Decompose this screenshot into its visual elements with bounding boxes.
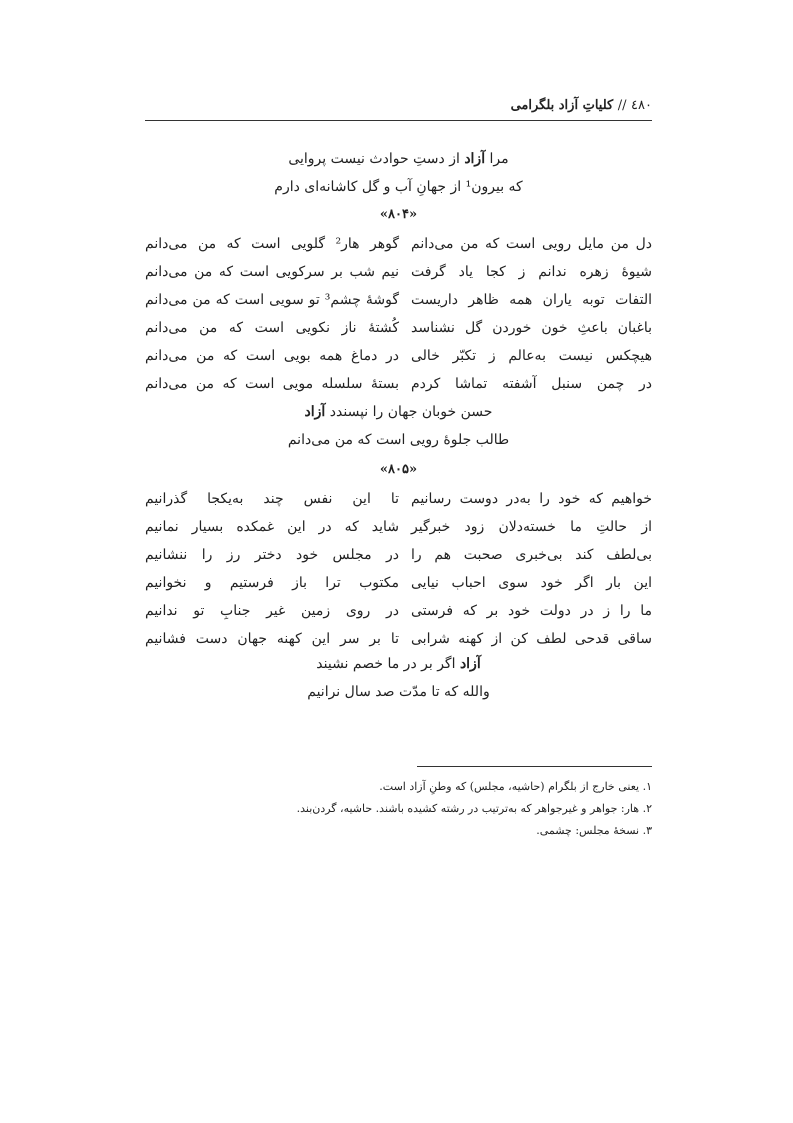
poet-name: آزاد — [464, 151, 486, 167]
hemistich-right: ساقی قدحی لطف کن از کهنه شرابی — [411, 631, 652, 647]
poem-number-804: «۸۰۴» — [379, 207, 418, 222]
text-part: والله که تا مدّت صد سال نرانیم — [307, 684, 490, 700]
hemistich-right: باغبان باعثِ خون خوردن گل نشناسد — [411, 320, 652, 336]
closing-line-1 — [145, 650, 652, 678]
footnote-1: ۱. یعنی خارج از بلگرام (حاشیه، مجلس) که وطنِ آزاد است. — [379, 780, 652, 793]
text-part: طالب جلوهٔ رویی است که من می‌دانم — [287, 432, 510, 448]
poem-number-805: «۸۰۵» — [379, 462, 418, 477]
hemistich-left: در مجلس خود دختر رز را ننشانیم — [145, 547, 399, 563]
hemistich-left: گوهر هار² گلویی است که من می‌دانم — [145, 236, 399, 252]
hemistich-left: مکتوب ترا باز فرستیم و نخوانیم — [145, 575, 399, 591]
couplet-row — [145, 342, 652, 370]
running-header — [145, 94, 652, 121]
footnotes — [145, 776, 652, 842]
intro-couplet — [145, 145, 652, 201]
hemistich-left: گوشهٔ چشم³ تو سویی است که من می‌دانم — [145, 292, 400, 308]
hemistich-right: بی‌لطف کند بی‌خبری صحبت هم را — [411, 547, 652, 563]
text-part: اگر بر در ما خصم نشیند — [316, 656, 460, 672]
couplet-row — [145, 370, 652, 398]
couplet-row — [145, 625, 652, 653]
hemistich-right: التفات توبه یاران همه ظاهر داریست — [411, 292, 652, 308]
footnote-divider — [417, 766, 652, 767]
poem-805-closing — [145, 650, 652, 706]
couplet-row — [145, 258, 652, 286]
hemistich-right: خواهیم که خود را به‌در دوست رسانیم — [411, 491, 652, 507]
header-separator: // — [617, 98, 627, 113]
hemistich-left: شاید که در این غمکده بسیار نمانیم — [145, 519, 399, 535]
footnote-2: ۲. هار: جواهر و غیرجواهر که به‌ترتیب در رشته کشیده باشند. حاشیه، گردن‌بند. — [296, 802, 652, 815]
page-number: ٤٨٠ — [631, 98, 652, 113]
text-part: از دستِ حوادث نیست پروایی — [288, 151, 465, 167]
intro-line-2 — [145, 173, 652, 201]
poem-804-couplets — [145, 230, 652, 398]
hemistich-left: نیم شب بر سرکویی است که من می‌دانم — [145, 264, 399, 280]
hemistich-left: تا بر سر این کهنه جهان دست فشانیم — [145, 631, 399, 647]
hemistich-left: در دماغ همه بویی است که من می‌دانم — [145, 348, 399, 364]
couplet-row — [145, 597, 652, 625]
book-title: کلیاتِ آزاد بلگرامی — [510, 98, 614, 113]
text-part: حسن خوبان جهان را نپسندد — [325, 404, 493, 420]
text-part: مرا — [485, 151, 509, 167]
poem-805-couplets — [145, 485, 652, 653]
hemistich-left: بستهٔ سلسله مویی است که من می‌دانم — [145, 376, 399, 392]
couplet-row — [145, 286, 652, 314]
couplet-row — [145, 485, 652, 513]
closing-line-1 — [145, 398, 652, 426]
couplet-row — [145, 569, 652, 597]
closing-line-2 — [145, 678, 652, 706]
hemistich-right: هیچکس نیست به‌عالم ز تکبّر خالی — [411, 348, 652, 364]
poem-804-closing — [145, 398, 652, 454]
intro-line-1 — [145, 145, 652, 173]
hemistich-right: در چمن سنبل آشفته تماشا کردم — [411, 376, 652, 392]
hemistich-left: در روی زمین غیر جنابِ تو ندانیم — [145, 603, 399, 619]
hemistich-right: از حالتِ ما خسته‌دلان زود خبرگیر — [411, 519, 652, 535]
poet-name: آزاد — [304, 404, 326, 420]
closing-line-2 — [145, 426, 652, 454]
couplet-row — [145, 541, 652, 569]
hemistich-left: کُشتهٔ ناز نکویی است که من می‌دانم — [145, 320, 399, 336]
couplet-row — [145, 314, 652, 342]
hemistich-right: ما را ز در دولت خود بر که فرستی — [411, 603, 652, 619]
couplet-row — [145, 513, 652, 541]
hemistich-right: شیوهٔ زهره ندانم ز کجا یاد گرفت — [411, 264, 652, 280]
poet-name: آزاد — [459, 656, 481, 672]
hemistich-right: این بار اگر خود سوی احباب نیایی — [411, 575, 652, 591]
hemistich-left: تا این نفس چند به‌یکجا گذرانیم — [145, 491, 399, 507]
hemistich-right: دل من مایل رویی است که من می‌دانم — [411, 236, 652, 252]
couplet-row — [145, 230, 652, 258]
footnote-3: ۳. نسخهٔ مجلس: چشمی. — [536, 824, 652, 837]
text-part: که بیرون¹ از جهانِ آب و گل کاشانه‌ای دارم — [274, 179, 523, 195]
